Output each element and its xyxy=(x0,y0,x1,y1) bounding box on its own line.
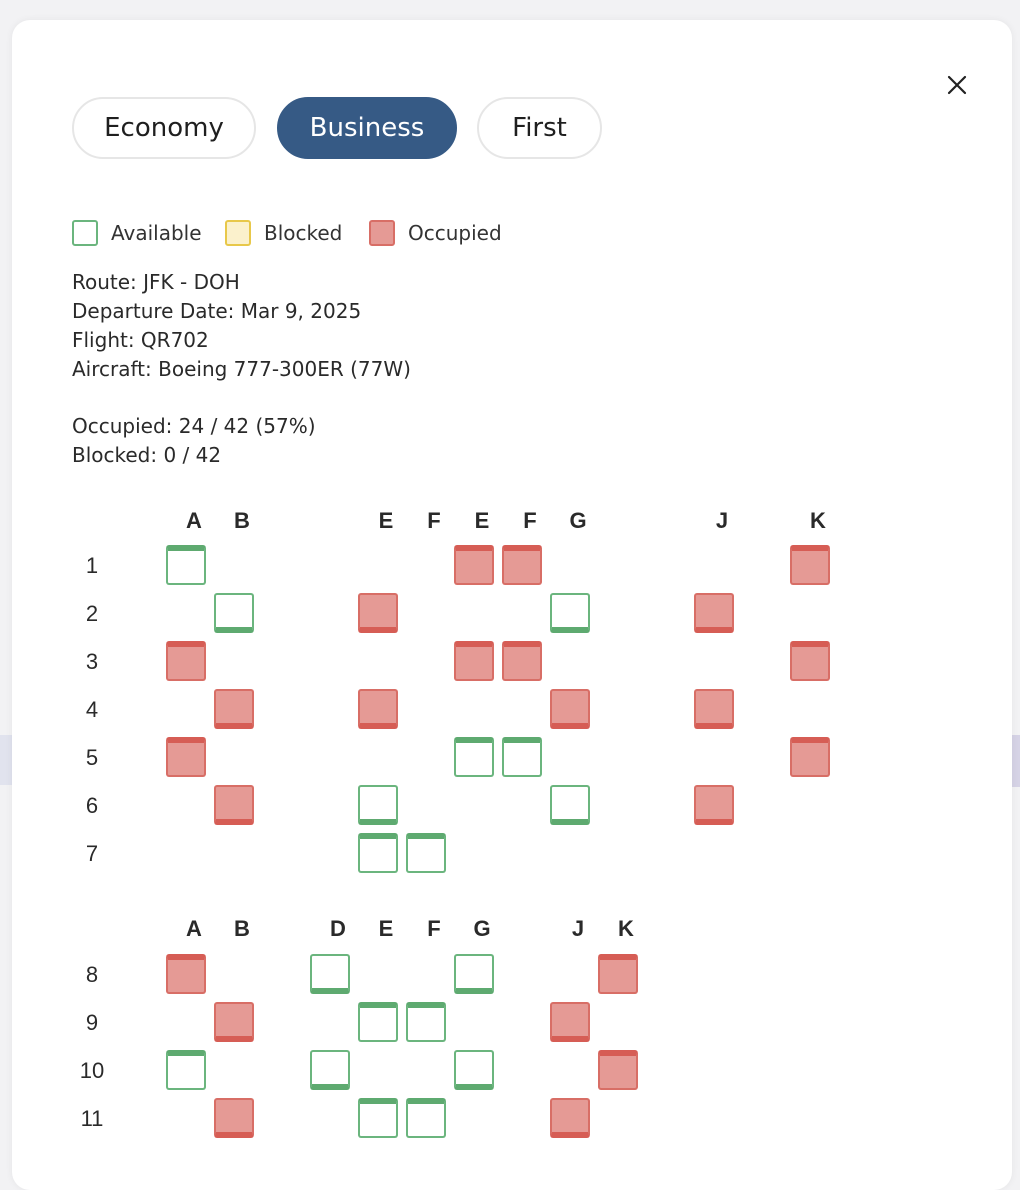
row-label-10: 10 xyxy=(79,1058,105,1083)
legend-occupied-swatch xyxy=(369,220,395,246)
legend-blocked xyxy=(225,220,342,246)
seat-11b[interactable] xyxy=(214,1098,254,1138)
column-label-b: B xyxy=(234,508,250,533)
column-label-k: K xyxy=(810,508,826,533)
row-label-6: 6 xyxy=(85,793,99,818)
column-label-a: A xyxy=(186,508,202,533)
seat-9j[interactable] xyxy=(550,1002,590,1042)
seat-8g[interactable] xyxy=(454,954,494,994)
row-label-11: 11 xyxy=(80,1106,104,1131)
seat-1a[interactable] xyxy=(166,545,206,585)
backdrop-highlight-right xyxy=(1012,735,1020,787)
legend-available xyxy=(72,220,202,246)
seat-10k[interactable] xyxy=(598,1050,638,1090)
seat-9f[interactable] xyxy=(406,1002,446,1042)
seat-11j[interactable] xyxy=(550,1098,590,1138)
route-text: Route: JFK - DOH xyxy=(72,270,240,294)
row-label-5: 5 xyxy=(85,745,99,770)
tab-business[interactable]: Business xyxy=(277,97,457,159)
seat-map-modal xyxy=(12,20,1012,1190)
column-label-e: E xyxy=(378,508,394,533)
legend-occupied xyxy=(369,220,502,246)
backdrop-highlight xyxy=(0,735,12,785)
seat-10d[interactable] xyxy=(310,1050,350,1090)
seat-2b[interactable] xyxy=(214,593,254,633)
seat-5f[interactable] xyxy=(502,737,542,777)
aircraft-text: Aircraft: Boeing 777-300ER (77W) xyxy=(72,357,411,381)
legend-blocked-swatch xyxy=(225,220,251,246)
column-label-d: D xyxy=(330,916,346,941)
row-label-9: 9 xyxy=(85,1010,99,1035)
seat-4j[interactable] xyxy=(694,689,734,729)
column-label-j: J xyxy=(571,916,585,941)
seat-3a[interactable] xyxy=(166,641,206,681)
seat-9b[interactable] xyxy=(214,1002,254,1042)
seat-2g[interactable] xyxy=(550,593,590,633)
seat-8d[interactable] xyxy=(310,954,350,994)
seat-1e[interactable] xyxy=(454,545,494,585)
seat-6b[interactable] xyxy=(214,785,254,825)
seat-3k[interactable] xyxy=(790,641,830,681)
seat-6j[interactable] xyxy=(694,785,734,825)
seat-3f[interactable] xyxy=(502,641,542,681)
column-label-k: K xyxy=(618,916,634,941)
seat-7f[interactable] xyxy=(406,833,446,873)
column-label-f: F xyxy=(427,508,441,533)
seat-1k[interactable] xyxy=(790,545,830,585)
seat-10a[interactable] xyxy=(166,1050,206,1090)
seat-7e[interactable] xyxy=(358,833,398,873)
row-label-4: 4 xyxy=(85,697,99,722)
seat-8k[interactable] xyxy=(598,954,638,994)
column-label-g: G xyxy=(569,508,587,533)
seat-6g[interactable] xyxy=(550,785,590,825)
blocked-count-text: Blocked: 0 / 42 xyxy=(72,443,222,467)
legend-blocked-label: Blocked xyxy=(264,221,343,245)
column-label-e: E xyxy=(474,508,490,533)
flight-text: Flight: QR702 xyxy=(72,328,209,352)
seat-4e[interactable] xyxy=(358,689,398,729)
column-label-j: J xyxy=(715,508,729,533)
seat-1f[interactable] xyxy=(502,545,542,585)
seat-11f[interactable] xyxy=(406,1098,446,1138)
seat-4g[interactable] xyxy=(550,689,590,729)
seat-9e[interactable] xyxy=(358,1002,398,1042)
legend-available-swatch xyxy=(72,220,98,246)
seat-5k[interactable] xyxy=(790,737,830,777)
row-label-8: 8 xyxy=(85,962,99,987)
column-label-g: G xyxy=(473,916,491,941)
column-label-b: B xyxy=(234,916,250,941)
seat-6e[interactable] xyxy=(358,785,398,825)
occupied-count-text: Occupied: 24 / 42 (57%) xyxy=(72,414,316,438)
row-label-2: 2 xyxy=(85,601,99,626)
seat-3e[interactable] xyxy=(454,641,494,681)
seat-5a[interactable] xyxy=(166,737,206,777)
column-label-e: E xyxy=(378,916,394,941)
row-label-1: 1 xyxy=(85,553,99,578)
seat-8a[interactable] xyxy=(166,954,206,994)
close-button[interactable] xyxy=(942,70,972,100)
seat-11e[interactable] xyxy=(358,1098,398,1138)
row-label-3: 3 xyxy=(85,649,99,674)
seat-2j[interactable] xyxy=(694,593,734,633)
seat-2e[interactable] xyxy=(358,593,398,633)
column-label-a: A xyxy=(186,916,202,941)
close-icon xyxy=(942,70,972,100)
seat-4b[interactable] xyxy=(214,689,254,729)
seat-5e[interactable] xyxy=(454,737,494,777)
column-label-f: F xyxy=(523,508,537,533)
column-label-f: F xyxy=(427,916,441,941)
legend-occupied-label: Occupied xyxy=(408,221,502,245)
departure-date-text: Departure Date: Mar 9, 2025 xyxy=(72,299,362,323)
row-label-7: 7 xyxy=(85,841,99,866)
legend-available-label: Available xyxy=(111,221,202,245)
seat-10g[interactable] xyxy=(454,1050,494,1090)
tab-economy[interactable]: Economy xyxy=(72,97,256,159)
tab-first[interactable]: First xyxy=(477,97,602,159)
